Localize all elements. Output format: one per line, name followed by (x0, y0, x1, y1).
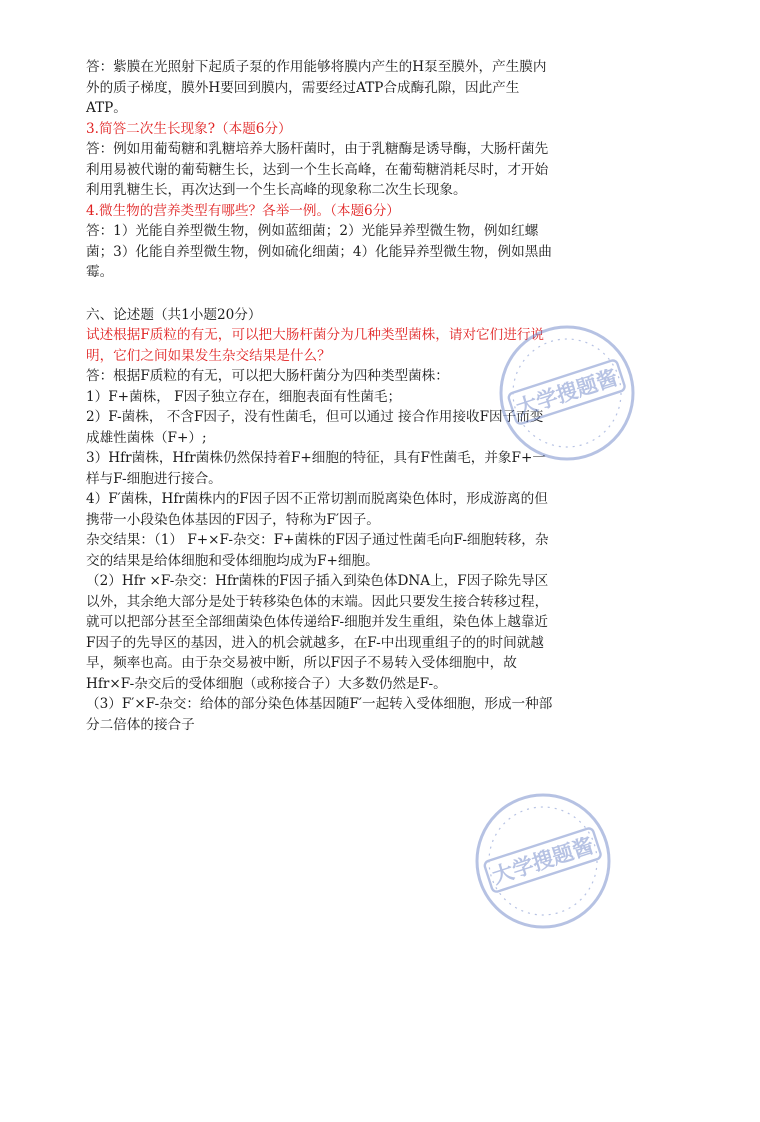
answer-paragraph: 杂交结果：（1） F+×F-杂交：F+菌株的F因子通过性菌毛向F-细胞转移，杂交的结果是给体细胞和受体细胞均成为F+细胞。 (86, 532, 549, 569)
document-body (86, 57, 556, 735)
question-heading: 4.微生物的营养类型有哪些？各举一例。（本题6分） (86, 202, 400, 219)
list-item: 2）F-菌株， 不含F因子，没有性菌毛，但可以通过 接合作用接收F因子而变成雄性菌株（F+）; (86, 409, 544, 446)
answer-paragraph: （2）Hfr ×F-杂交：Hfr菌株的F因子插入到染色体DNA上，F因子除先导区以外，其余绝大部分是处于转移染色体的末端。因此只要发生接合转移过程，就可以把部分甚至全部细菌染色体传递给F-细胞并发生重组，染色体上越靠近F因子的先导区的基因，进入的机会就越多，在F-中出现重组子的的时间就越早，频率也高。由于杂交易被中断，所以F因子不易转入受体细胞中，故Hfr×F-杂交后的受体细胞（或称接合子）大多数仍然是F-。 (86, 573, 549, 692)
list-item: 4）F′菌株，Hfr菌株内的F因子因不正常切割而脱离染色体时，形成游离的但携带一小段染色体基因的F因子，特称为F′因子。 (86, 491, 548, 528)
watermark-stamp (468, 786, 618, 936)
question-heading: 3.简答二次生长现象?（本题6分） (86, 120, 292, 137)
answer-paragraph: 答：根据F质粒的有无，可以把大肠杆菌分为四种类型菌株： (86, 368, 449, 384)
answer-paragraph: 答：紫膜在光照射下起质子泵的作用能够将膜内产生的H泵至膜外，产生膜内外的质子梯度，膜外H要回到膜内，需要经过ATP合成酶孔隙，因此产生ATP。 (86, 59, 547, 116)
watermark-text: 大学搜题酱 (513, 365, 621, 421)
section-heading: 六、论述题（共1小题20分） (86, 306, 262, 323)
answer-paragraph: 答：1）光能自养型微生物，例如蓝细菌；2）光能异养型微生物，例如红螺菌；3）化能自养型微生物，例如硫化细菌；4）化能异养型微生物，例如黑曲霉。 (86, 223, 552, 280)
watermark-stamp (492, 318, 642, 468)
answer-paragraph: （3）F′×F-杂交：给体的部分染色体基因随F′一起转入受体细胞，形成一种部分二倍体的接合子 (86, 696, 553, 733)
watermark-text: 大学搜题酱 (489, 833, 597, 889)
list-item: 3）Hfr菌株，Hfr菌株仍然保持着F+细胞的特征，具有F性菌毛，并象F+一样与F-细胞进行接合。 (86, 450, 546, 487)
question-heading: 试述根据F质粒的有无，可以把大肠杆菌分为几种类型菌株，请对它们进行说明，它们之间如果发生杂交结果是什么？ (86, 327, 545, 364)
paragraph-gap (86, 283, 556, 305)
answer-paragraph: 答：例如用葡萄糖和乳糖培养大肠杆菌时，由于乳糖酶是诱导酶，大肠杆菌先利用易被代谢的葡萄糖生长，达到一个生长高峰，在葡萄糖消耗尽时，才开始利用乳糖生长，再次达到一个生长高峰的现象称二次生长现象。 (86, 141, 549, 198)
list-item: 1）F+菌株， F因子独立存在，细胞表面有性菌毛； (86, 388, 402, 405)
